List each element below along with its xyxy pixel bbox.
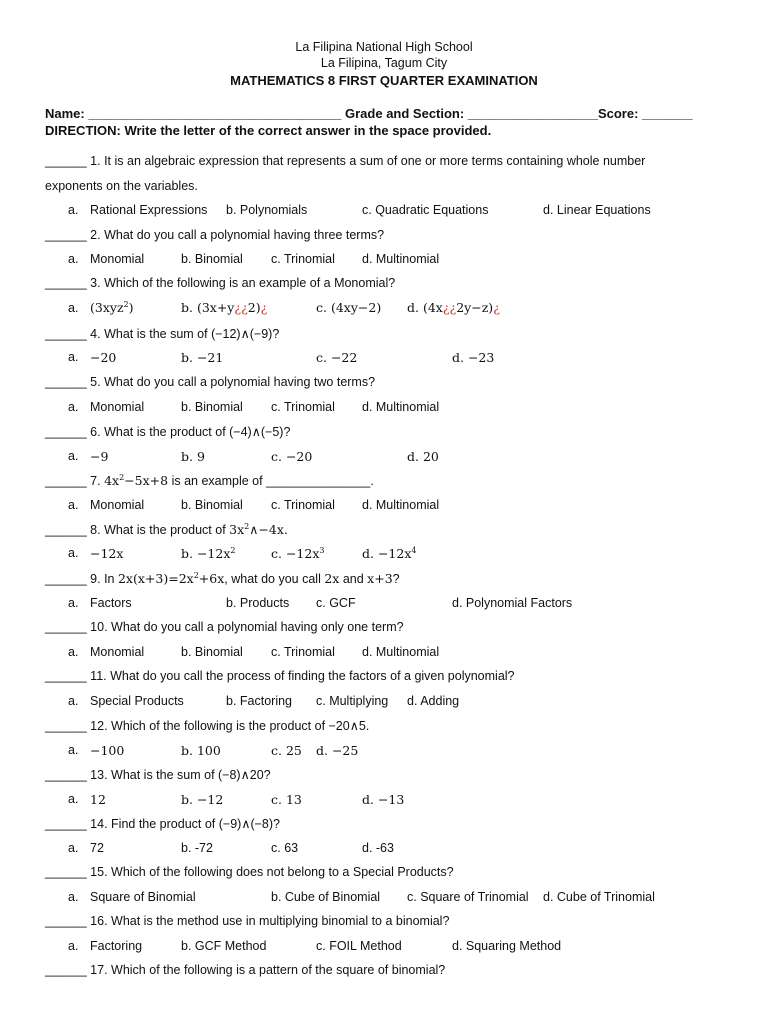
option-a: 72 — [90, 841, 104, 855]
stem-math: 2x(x+3)=2x — [117, 571, 194, 587]
option-b: b. −12 — [181, 792, 224, 807]
garbled-glyph: ¿¿ — [442, 300, 457, 315]
question-10-stem: ______ 10. What do you call a polynomial having only one term? — [45, 620, 404, 634]
option-b: b. 9 — [181, 449, 205, 464]
option-b: b. Binomial — [181, 645, 243, 659]
question-13-stem: ______ 13. What is the sum of (−8)∧20? — [45, 768, 271, 782]
question-15-stem: ______ 15. Which of the following does not belong to a Special Products? — [45, 865, 454, 879]
option-b-text: b. −12x — [181, 546, 231, 562]
superscript: 2 — [230, 546, 236, 555]
stem-text: ? — [392, 572, 400, 587]
school-name: La Filipina National High School — [295, 40, 473, 54]
option-c: c. 25 — [271, 743, 302, 758]
question-6-stem: ______ 6. What is the product of (−4)∧(−5)? — [45, 425, 291, 439]
garbled-glyph: ¿ — [493, 300, 500, 315]
direction-text: DIRECTION: Write the letter of the correct answer in the space provided. — [45, 123, 492, 138]
option-a: 12 — [90, 792, 106, 807]
option-letter: a. — [68, 890, 79, 904]
option-c — [271, 546, 324, 561]
option-d: d. Multinomial — [362, 498, 440, 512]
option-d: d. Multinomial — [362, 645, 440, 659]
option-letter: a. — [68, 400, 79, 414]
superscript: 4 — [411, 546, 417, 555]
option-letter: a. — [68, 301, 79, 315]
question-8-stem — [45, 522, 288, 537]
option-c: c. FOIL Method — [316, 939, 402, 953]
option-c: c. GCF — [316, 596, 356, 610]
question-3-stem: ______ 3. Which of the following is an example of a Monomial? — [45, 276, 396, 290]
option-letter: a. — [68, 546, 79, 560]
option-letter: a. — [68, 350, 79, 364]
option-b: b. Products — [226, 596, 290, 610]
option-a: Monomial — [90, 252, 145, 266]
option-b: b. Binomial — [181, 400, 243, 414]
student-info-line: Name: ___________________________________ Grade and Section: __________________Score: _______ — [45, 106, 693, 121]
option-letter: a. — [68, 694, 79, 708]
stem-math: ∧−4x. — [249, 522, 288, 538]
option-c: c. Trinomial — [271, 400, 335, 414]
option-d: d. Multinomial — [362, 252, 440, 266]
stem-math: x+3 — [367, 571, 393, 587]
option-c-text: c. −12x — [271, 546, 320, 562]
option-d: d. −23 — [452, 350, 495, 365]
option-c: c. (4xy−2) — [316, 300, 382, 315]
option-b — [181, 546, 235, 561]
option-d: d. -63 — [362, 841, 394, 855]
option-a: Monomial — [90, 400, 145, 414]
option-d: d. Multinomial — [362, 400, 440, 414]
question-14-stem: ______ 14. Find the product of (−9)∧(−8)? — [45, 817, 280, 831]
option-d — [407, 300, 500, 315]
option-a: −9 — [90, 449, 109, 464]
paren: ) — [128, 300, 134, 316]
option-d-text: d. −12x — [362, 546, 412, 562]
option-a: −12x — [90, 546, 124, 561]
stem-math: 2x — [324, 571, 340, 587]
option-a: Square of Binomial — [90, 890, 196, 904]
garbled-glyph: ¿ — [260, 300, 268, 315]
option-d — [362, 546, 416, 561]
option-d: d. Cube of Trinomial — [543, 890, 655, 904]
option-a — [90, 300, 134, 315]
exam-title: MATHEMATICS 8 FIRST QUARTER EXAMINATION — [230, 73, 538, 88]
question-17-stem: ______ 17. Which of the following is a pattern of the square of binomial? — [45, 963, 446, 977]
question-16-stem: ______ 16. What is the method use in multiplying binomial to a binomial? — [45, 914, 450, 928]
option-b: b. Cube of Binomial — [271, 890, 381, 904]
question-4-stem: ______ 4. What is the sum of (−12)∧(−9)? — [45, 327, 280, 341]
question-1-stem: ______ 1. It is an algebraic expression that represents a sum of one or more terms containing whole number — [45, 154, 646, 168]
garbled-glyph: ¿¿ — [234, 300, 248, 315]
option-a: Special Products — [90, 694, 184, 708]
option-a: Factoring — [90, 939, 143, 953]
option-letter: a. — [68, 841, 79, 855]
option-a: Rational Expressions — [90, 203, 208, 217]
option-letter: a. — [68, 743, 79, 757]
option-letter: a. — [68, 203, 79, 217]
question-5-stem: ______ 5. What do you call a polynomial having two terms? — [45, 375, 376, 389]
stem-text: is an example of _______________. — [168, 474, 374, 489]
option-c: c. Trinomial — [271, 252, 335, 266]
option-c: c. 63 — [271, 841, 299, 855]
option-d: d. Squaring Method — [452, 939, 562, 953]
option-b: b. Polynomials — [226, 203, 308, 217]
question-7-stem — [45, 473, 374, 488]
superscript: 2 — [119, 473, 125, 482]
option-d: d. Polynomial Factors — [452, 596, 573, 610]
option-b: b. −21 — [181, 350, 224, 365]
option-c: c. −20 — [271, 449, 313, 464]
option-c: c. Multiplying — [316, 694, 389, 708]
question-2-stem: ______ 2. What do you call a polynomial having three terms? — [45, 228, 385, 242]
option-a: Factors — [90, 596, 132, 610]
stem-text: ______ 9. In — [45, 572, 118, 587]
superscript: 3 — [319, 546, 325, 555]
option-b: b. Binomial — [181, 252, 243, 266]
option-letter: a. — [68, 792, 79, 806]
option-a: Monomial — [90, 498, 145, 512]
option-a: Monomial — [90, 645, 145, 659]
option-letter: a. — [68, 645, 79, 659]
stem-math: +6x — [198, 571, 225, 587]
stem-text: ______ 8. What is the product of — [45, 523, 230, 538]
option-c: c. Trinomial — [271, 498, 335, 512]
stem-text: , what do you call — [224, 572, 325, 587]
school-location: La Filipina, Tagum City — [320, 56, 448, 70]
superscript: 2 — [123, 300, 129, 309]
option-c: c. Trinomial — [271, 645, 335, 659]
stem-math: 3x — [229, 522, 245, 538]
superscript: 2 — [193, 571, 199, 580]
question-1-stem-cont: exponents on the variables. — [45, 179, 198, 193]
stem-text: ______ 7. — [45, 474, 105, 489]
option-b: b. -72 — [181, 841, 213, 855]
option-c: c. Quadratic Equations — [362, 203, 489, 217]
option-a: −100 — [90, 743, 125, 758]
option-letter: a. — [68, 449, 79, 463]
superscript: 2 — [244, 522, 250, 531]
stem-math: −5x+8 — [124, 473, 169, 489]
question-11-stem: ______ 11. What do you call the process of finding the factors of a given polynomial? — [45, 669, 515, 683]
option-letter: a. — [68, 939, 79, 953]
option-b: b. GCF Method — [181, 939, 267, 953]
stem-math: 4x — [104, 473, 120, 489]
option-b — [181, 300, 267, 315]
option-letter: a. — [68, 498, 79, 512]
option-c: c. −22 — [316, 350, 358, 365]
question-9-stem — [45, 571, 400, 586]
option-b: b. Factoring — [226, 694, 293, 708]
option-b-text: b. (3x+y — [181, 300, 235, 315]
option-a: −20 — [90, 350, 117, 365]
option-d-tail: 2y−z) — [456, 300, 494, 315]
option-d: d. −13 — [362, 792, 405, 807]
question-12-stem: ______ 12. Which of the following is the product of −20∧5. — [45, 719, 370, 733]
option-letter: a. — [68, 596, 79, 610]
option-c: c. Square of Trinomial — [407, 890, 529, 904]
option-d: d. 20 — [407, 449, 439, 464]
option-c: c. 13 — [271, 792, 302, 807]
option-d: d. Linear Equations — [543, 203, 651, 217]
option-d: d. Adding — [407, 694, 460, 708]
option-a-text: (3xyz — [90, 300, 124, 316]
option-b-tail: 2) — [247, 300, 261, 315]
option-d-text: d. (4x — [407, 300, 443, 315]
option-letter: a. — [68, 252, 79, 266]
option-d: d. −25 — [316, 743, 359, 758]
option-b: b. 100 — [181, 743, 221, 758]
stem-text: and — [339, 572, 368, 587]
option-b: b. Binomial — [181, 498, 243, 512]
